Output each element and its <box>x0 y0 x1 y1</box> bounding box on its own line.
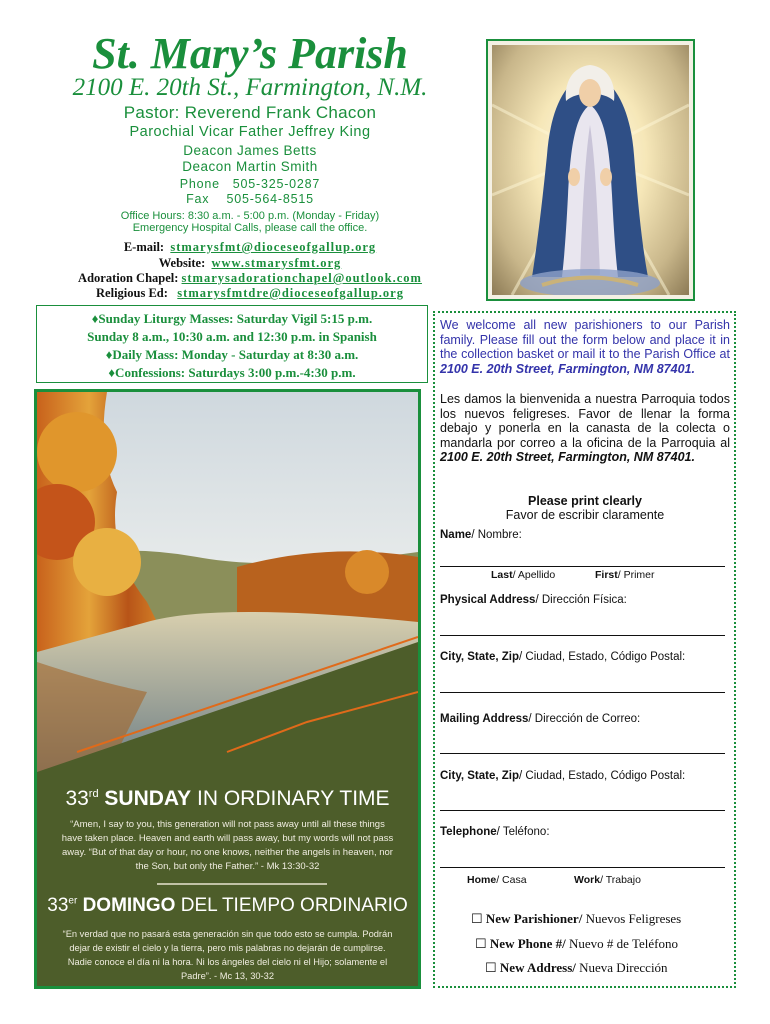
es-title-rest: DEL TIEMPO ORDINARIO <box>180 895 408 916</box>
print-clearly-es: Favor de escribir claramente <box>505 508 665 522</box>
checkbox-icon[interactable]: ☐ <box>485 960 497 975</box>
vicar-name: Parochial Vicar Father Jeffrey King <box>129 124 371 140</box>
mary-figure-illustration <box>492 45 689 295</box>
en-title-number: 33 <box>65 787 89 810</box>
religious-ed-line <box>0 286 500 301</box>
adoration-link[interactable]: stmarysadorationchapel@outlook.com <box>181 271 422 285</box>
new-address-option[interactable] <box>485 960 668 976</box>
checkbox-icon[interactable]: ☐ <box>475 936 487 951</box>
new-address-label-es: Nueva Dirección <box>579 960 668 975</box>
adoration-label: Adoration Chapel: <box>78 271 179 285</box>
mass-line-3: ♦Daily Mass: Monday - Saturday at 8:30 a.m. <box>105 347 359 362</box>
pastor-name: Pastor: Reverend Frank Chacon <box>123 103 377 122</box>
deacon-2: Deacon Martin Smith <box>182 159 318 174</box>
phone-number: Phone 505-325-0287 <box>179 177 321 191</box>
website-label: Website: <box>158 256 206 270</box>
city-state-zip-input-line-1[interactable] <box>440 692 725 693</box>
physical-address-label: Physical Address/ Dirección Física: <box>440 594 627 606</box>
name-label: Name/ Nombre: <box>440 529 522 541</box>
email-link[interactable]: stmarysfmt@dioceseofgallup.org <box>170 240 377 254</box>
welcome-spanish-text: Les damos la bienvenida a nuestra Parroquia todos los nuevos feligreses. Favor de llenar la forma debajo y ponerla en la canasta de la colecta o mandarla por correo a la oficina de la Parroquia al <box>440 392 730 450</box>
email-label: E-mail: <box>123 240 165 254</box>
en-title-sunday: SUNDAY <box>104 787 192 810</box>
office-hours: Office Hours: 8:30 a.m. - 5:00 p.m. (Monday - Friday) <box>120 210 380 222</box>
religious-ed-label: Religious Ed: <box>96 286 168 300</box>
physical-address-input-line[interactable] <box>440 635 725 636</box>
new-address-label-en: New Address/ <box>499 960 576 975</box>
welcome-spanish <box>440 392 730 465</box>
email-line <box>0 240 500 255</box>
deacon-1: Deacon James Betts <box>183 143 317 158</box>
mass-line-1: ♦Sunday Liturgy Masses: Saturday Vigil 5:15 p.m. <box>91 311 373 326</box>
parish-address: 2100 E. 20th St., Farmington, N.M. <box>72 74 428 101</box>
religious-ed-link[interactable]: stmarysfmtdre@dioceseofgallup.org <box>177 286 404 300</box>
poster-spanish-quote: “En verdad que no pasará esta generación sin que todo esto se cumpla. Podrán dejar de existir el cielo y la tierra, pero mis palabras no dejarán de cumplirse. Nadie conoce el día ni la hora. Ni los ángeles del cielo ni el Hijo; solamente el Padre”. - Mc 13, 30-32 <box>62 929 393 981</box>
mass-line-2: Sunday 8 a.m., 10:30 a.m. and 12:30 p.m. in Spanish <box>87 329 377 344</box>
poster-english-quote: “Amen, I say to you, this generation will not pass away until all these things have taken place. Heaven and earth will pass away, but my words will not pass away. “But of that day or hour, no one knows, neither the angels in heaven, nor the Son, but only the Father.” - Mk 13:30-32 <box>61 819 394 872</box>
work-phone-label: Work/ Trabajo <box>574 874 641 886</box>
welcome-english-text: We welcome all new parishioners to our Parish family. Please fill out the form below and place it in the collection basket or mail it to the Parish Office at <box>440 318 730 361</box>
telephone-label: Telephone/ Teléfono: <box>440 826 550 838</box>
new-parishioner-label-es: Nuevos Feligreses <box>585 911 682 926</box>
es-title-number: 33 <box>47 895 69 916</box>
website-link[interactable]: www.stmarysfmt.org <box>211 256 342 270</box>
parish-title: St. Mary’s Parish <box>92 29 408 78</box>
name-input-line[interactable] <box>440 566 725 567</box>
mass-schedule-box <box>36 305 428 383</box>
website-line <box>0 256 500 271</box>
new-phone-label-en: New Phone #/ <box>489 936 566 951</box>
mailing-address-label: Mailing Address/ Dirección de Correo: <box>440 713 641 725</box>
checkbox-icon[interactable]: ☐ <box>471 911 483 926</box>
new-parishioner-label-en: New Parishioner/ <box>485 911 583 926</box>
new-parishioner-option[interactable] <box>471 911 681 927</box>
es-title-domingo: DOMINGO <box>82 895 176 916</box>
mailing-address-input-line[interactable] <box>440 753 725 754</box>
welcome-spanish-address: 2100 E. 20th Street, Farmington, NM 87401. <box>440 450 695 464</box>
new-phone-option[interactable] <box>475 936 678 952</box>
welcome-english <box>440 318 730 376</box>
adoration-line <box>0 271 500 286</box>
city-state-zip-label-2: City, State, Zip/ Ciudad, Estado, Código Postal: <box>440 770 686 782</box>
last-name-label: Last/ Apellido <box>491 569 556 581</box>
print-clearly-en: Please print clearly <box>528 494 642 508</box>
first-name-label: First/ Primer <box>595 569 655 581</box>
virgin-mary-image <box>486 39 695 301</box>
poster-spanish-title <box>37 895 418 917</box>
poster-english-title <box>37 787 418 811</box>
home-phone-label: Home/ Casa <box>467 874 527 886</box>
mass-line-4: ♦Confessions: Saturdays 3:00 p.m.-4:30 p.m. <box>108 365 356 380</box>
sunday-poster <box>34 389 421 989</box>
es-title-suffix: er <box>68 895 78 907</box>
welcome-english-address: 2100 E. 20th Street, Farmington, NM 87401. <box>440 361 695 376</box>
city-state-zip-input-line-2[interactable] <box>440 810 725 811</box>
en-title-rest: IN ORDINARY TIME <box>197 787 390 810</box>
hospital-calls: Emergency Hospital Calls, please call the office. <box>132 222 368 234</box>
city-state-zip-label-1: City, State, Zip/ Ciudad, Estado, Código Postal: <box>440 651 686 663</box>
new-phone-label-es: Nuevo # de Teléfono <box>569 936 678 951</box>
telephone-input-line[interactable] <box>440 867 725 868</box>
fax-number: Fax 505-564-8515 <box>186 192 314 206</box>
en-title-suffix: rd <box>88 788 99 800</box>
